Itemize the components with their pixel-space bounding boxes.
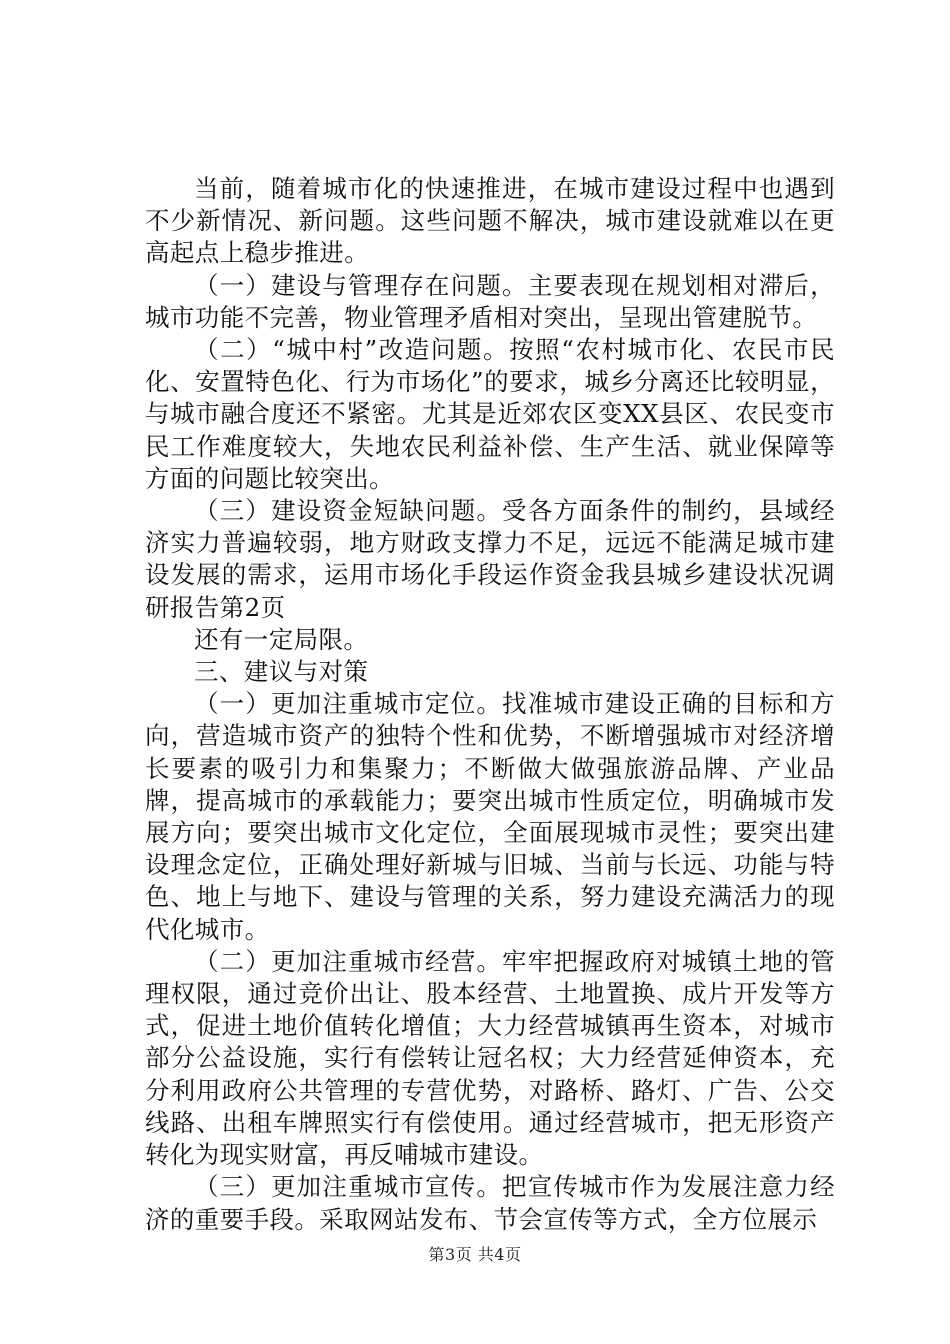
paragraph-issue-1: （一）建设与管理存在问题。主要表现在规划相对滞后，城市功能不完善，物业管理矛盾相对突出，呈现出管建脱节。 <box>145 270 835 332</box>
paragraph-suggestion-2: （二）更加注重城市经营。牢牢把握政府对城镇土地的管理权限，通过竞价出让、股本经营、土地置换、成片开发等方式，促进土地价值转化增值；大力经营城镇再生资本，对城市部分公益设施，实行有偿转让冠名权；大力经营延伸资本，充分利用政府公共管理的专营优势，对路桥、路灯、广告、公交线路、出租车牌照实行有偿使用。通过经营城市，把无形资产转化为现实财富，再反哺城市建设。 <box>145 946 835 1170</box>
paragraph-suggestion-3: （三）更加注重城市宣传。把宣传城市作为发展注意力经济的重要手段。采取网站发布、节会宣传等方式，全方位展示 <box>145 1172 835 1234</box>
paragraph-suggestion-1: （一）更加注重城市定位。找准城市建设正确的目标和方向，营造城市资产的独特个性和优势，不断增强城市对经济增长要素的吸引力和集聚力；不断做大做强旅游品牌、产业品牌，提高城市的承载能力；要突出城市性质定位，明确城市发展方向；要突出城市文化定位，全面展现城市灵性；要突出建设理念定位，正确处理好新城与旧城、当前与长远、功能与特色、地上与地下、建设与管理的关系，努力建设充满活力的现代化城市。 <box>145 689 835 944</box>
paragraph-issue-2: （二）“城中村”改造问题。按照“农村城市化、农民市民化、安置特色化、行为市场化”的要求，城乡分离还比较明显，与城市融合度还不紧密。尤其是近郊农区变XX县区、农民变市民工作难度较大，失地农民利益补偿、生产生活、就业保障等方面的问题比较突出。 <box>145 335 835 493</box>
page-footer <box>0 1242 950 1265</box>
paragraph-continuation: 还有一定局限。 <box>194 624 369 654</box>
section-heading: 三、建议与对策 <box>194 657 369 687</box>
page-number: 第3页 共4页 <box>428 1245 522 1264</box>
paragraph-intro: 当前，随着城市化的快速推进，在城市建设过程中也遇到不少新情况、新问题。这些问题不解决，城市建设就难以在更高起点上稳步推进。 <box>145 174 835 268</box>
document-body <box>145 173 835 1236</box>
paragraph-issue-3: （三）建设资金短缺问题。受各方面条件的制约，县域经济实力普遍较弱，地方财政支撑力不足，远远不能满足城市建设发展的需求，运用市场化手段运作资金我县城乡建设状况调研报告第2页 <box>145 496 835 622</box>
